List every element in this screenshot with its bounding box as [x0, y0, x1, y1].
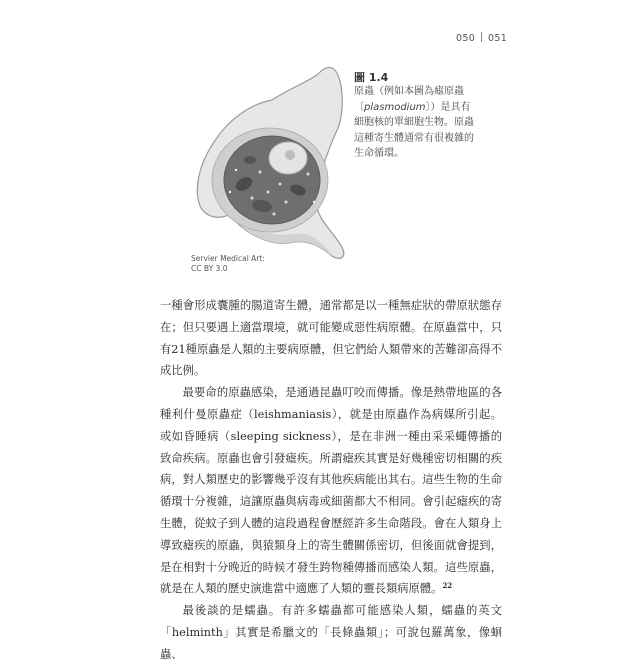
caption-text-start: 原蟲（例如本圖為瘧原蟲〔 — [354, 86, 464, 113]
granule — [251, 197, 254, 200]
figure-credit — [191, 254, 281, 274]
nucleolus — [285, 150, 295, 160]
granule — [285, 201, 288, 204]
granule — [313, 201, 315, 203]
paragraph-2 — [160, 382, 502, 600]
body-text — [160, 295, 502, 666]
figure-label: 圖 1.4 — [354, 71, 389, 84]
credit-source: Servier Medical Art: — [191, 254, 265, 263]
plasmodium-cell-svg — [190, 42, 350, 272]
caption-text-end: 〕）是具有細胞核的單細胞生物。原蟲這種寄生體通常有很複雜的生命循環。 — [354, 101, 474, 159]
granule — [259, 171, 262, 174]
caption-italic-term: plasmodium — [364, 101, 426, 113]
paragraph-1: 一種會形成囊腫的腸道寄生體，通常都是以一種無症狀的帶原狀態存在；但只要遇上適當環境，就可能變成惡性病原體。在原蟲當中，只有21種原蟲是人類的主要病原體，但它們給人類帶來的苦難卻高得不成比例。 — [160, 299, 502, 378]
organelle — [244, 156, 256, 164]
credit-license: CC BY 3.0 — [191, 264, 228, 273]
figure-caption — [354, 84, 480, 162]
paragraph-2-text: 最要命的原蟲感染，是通過昆蟲叮咬而傳播。像是熱帶地區的各種利什曼原蟲症（leishmaniasis），就是由原蟲作為病媒所引起。或如昏睡病（sleeping sickness），是在非洲一種由采采蠅傳播的致命疾病。原蟲也會引發瘧疾。所謂瘧疾其實是好幾種密切相關的疾病，對人類歷史的影響幾乎沒有其他疾病能出其右。這些生物的生命循環十分複雜，這讓原蟲與病毒或細菌都大不相同。會引起瘧疾的寄生體，從蚊子到人體的這段過程會歷經許多生命階段。會在人類身上導致瘧疾的原蟲，與猿類身上的寄生體關係密切，但後面就會提到，是在相對十分晚近的時候才發生跨物種傳播而感染人類。這些原蟲，就是在人類的歷史演進當中適應了人類的靈長類病原體。 — [160, 386, 502, 596]
footnote-marker: 22 — [442, 581, 453, 591]
granule — [307, 173, 310, 176]
page-number-left: 050 — [456, 33, 476, 44]
granule — [235, 169, 237, 171]
paragraph-3: 最後談的是蠕蟲。有許多蠕蟲都可能感染人類，蠕蟲的英文「helminth」其實是希臘文的「長條蟲類」；可說包羅萬象，像蛔蟲、 — [160, 604, 502, 661]
granule — [279, 183, 282, 186]
granule — [273, 213, 276, 216]
page-number-divider — [481, 32, 482, 42]
granule — [229, 191, 231, 193]
page-number-right: 051 — [488, 33, 508, 44]
plasmodium-illustration — [190, 42, 350, 272]
page-number — [456, 32, 507, 44]
granule — [267, 191, 270, 194]
